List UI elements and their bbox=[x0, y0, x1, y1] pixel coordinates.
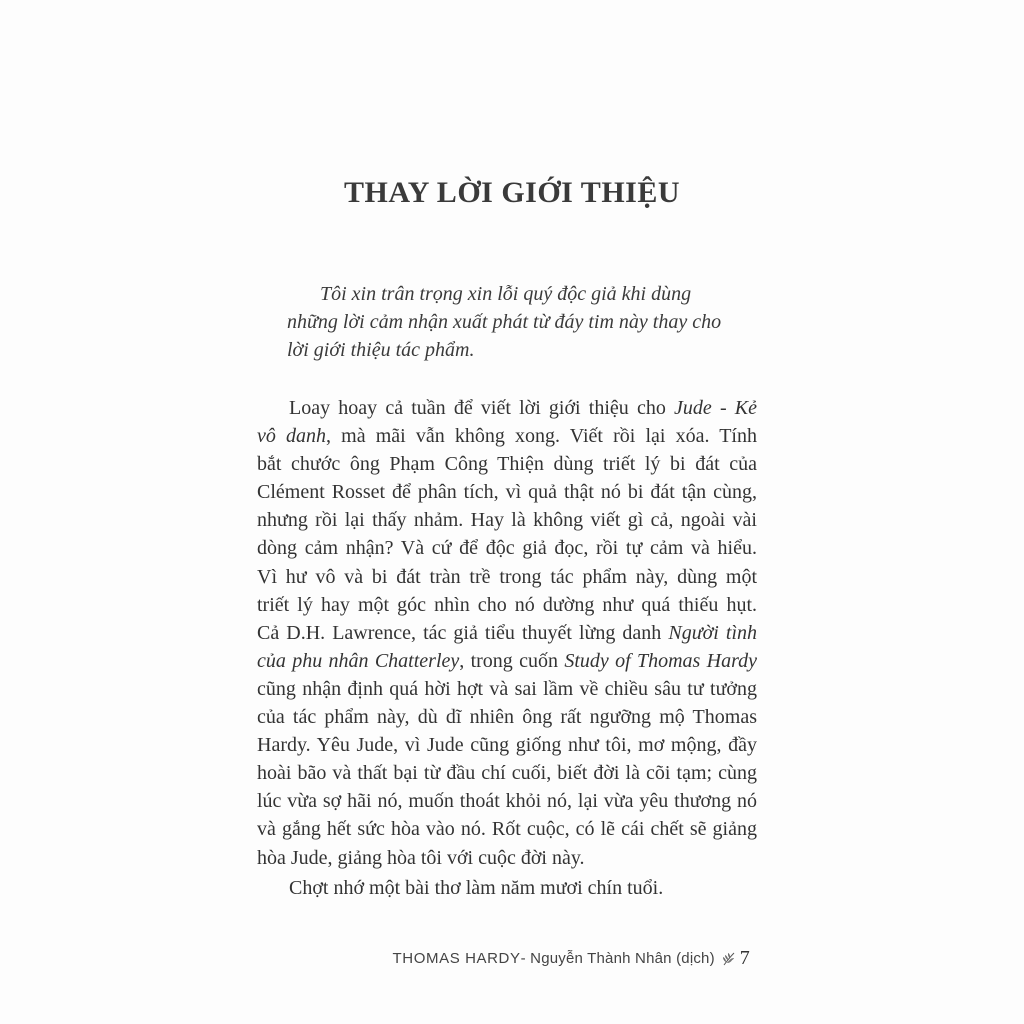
text-line: Hardy. Yêu Jude, vì Jude cũng giống như tôi, mơ mộng, đầy bbox=[257, 734, 757, 757]
text-line: và gắng hết sức hòa vào nó. Rốt cuộc, có lẽ cái chết sẽ giảng bbox=[257, 818, 757, 841]
paragraph bbox=[257, 874, 757, 902]
page-title: THAY LỜI GIỚI THIỆU bbox=[344, 176, 680, 209]
italic-title-run: của phu nhân Chatterley bbox=[257, 649, 460, 672]
text-line: dòng cảm nhận? Và cứ để độc giả đọc, rồi tự cảm và hiểu. bbox=[257, 537, 757, 560]
text-line: Vì hư vô và bi đát tràn trề trong tác phẩm này, dùng một bbox=[257, 565, 757, 588]
text-line: bắt chước ông Phạm Công Thiện dùng triết lý bi đát của bbox=[257, 453, 757, 476]
text-line: của tác phẩm này, dù dĩ nhiên ông rất ngưỡng mộ Thomas bbox=[257, 706, 757, 729]
text-line: lúc vừa sợ hãi nó, muốn thoát khỏi nó, lại vừa yêu thương nó bbox=[257, 790, 757, 813]
text-run: Cả D.H. Lawrence, tác giả tiểu thuyết lừng danh bbox=[257, 621, 669, 644]
footer-translator: - Nguyễn Thành Nhân (dịch) bbox=[520, 950, 715, 967]
text-line bbox=[257, 619, 757, 647]
text-run: , mà mãi vẫn không xong. Viết rồi lại xóa. Tính bbox=[326, 425, 757, 448]
text-line: hòa Jude, giảng hòa tôi với cuộc đời này. bbox=[257, 846, 585, 869]
italic-title-run: vô danh bbox=[257, 425, 327, 448]
running-footer bbox=[393, 947, 750, 970]
text-line bbox=[257, 422, 757, 450]
text-line: cũng nhận định quá hời hợt và sai lầm về chiều sâu tư tưởng bbox=[257, 677, 757, 700]
footer-author: THOMAS HARDY bbox=[392, 950, 521, 967]
text-line: nhưng rồi lại thấy nhảm. Hay là không viết gì cả, ngoài vài bbox=[257, 509, 757, 532]
italic-title-run: Study of Thomas Hardy bbox=[564, 649, 757, 672]
text-line: Clément Rosset để phân tích, vì quả thật nó bi đát tận cùng, bbox=[257, 481, 757, 504]
italic-title-run: Người tình bbox=[668, 621, 757, 644]
body-text bbox=[257, 394, 757, 902]
text-line: Chợt nhớ một bài thơ làm năm mươi chín tuổi. bbox=[289, 876, 664, 899]
epigraph-line: Tôi xin trân trọng xin lỗi quý độc giả khi dùng bbox=[320, 283, 692, 305]
paragraph bbox=[257, 394, 757, 872]
text-line: hoài bão và thất bại từ đầu chí cuối, biết đời là cõi tạm; cùng bbox=[257, 762, 757, 785]
page-number: 7 bbox=[739, 947, 750, 969]
italic-title-run: Jude - Kẻ bbox=[674, 397, 757, 419]
text-run: , trong cuốn bbox=[459, 649, 565, 672]
epigraph bbox=[287, 280, 757, 364]
epigraph-line: lời giới thiệu tác phẩm. bbox=[287, 339, 475, 361]
text-run: Loay hoay cả tuần để viết lời giới thiệu cho bbox=[289, 397, 675, 419]
text-line: triết lý hay một góc nhìn cho nó dường như quá thiếu hụt. bbox=[257, 593, 757, 616]
text-line bbox=[257, 394, 757, 422]
leaf-sprig-icon bbox=[721, 951, 737, 967]
text-line bbox=[257, 647, 757, 675]
epigraph-line: những lời cảm nhận xuất phát từ đáy tim này thay cho bbox=[287, 311, 722, 333]
